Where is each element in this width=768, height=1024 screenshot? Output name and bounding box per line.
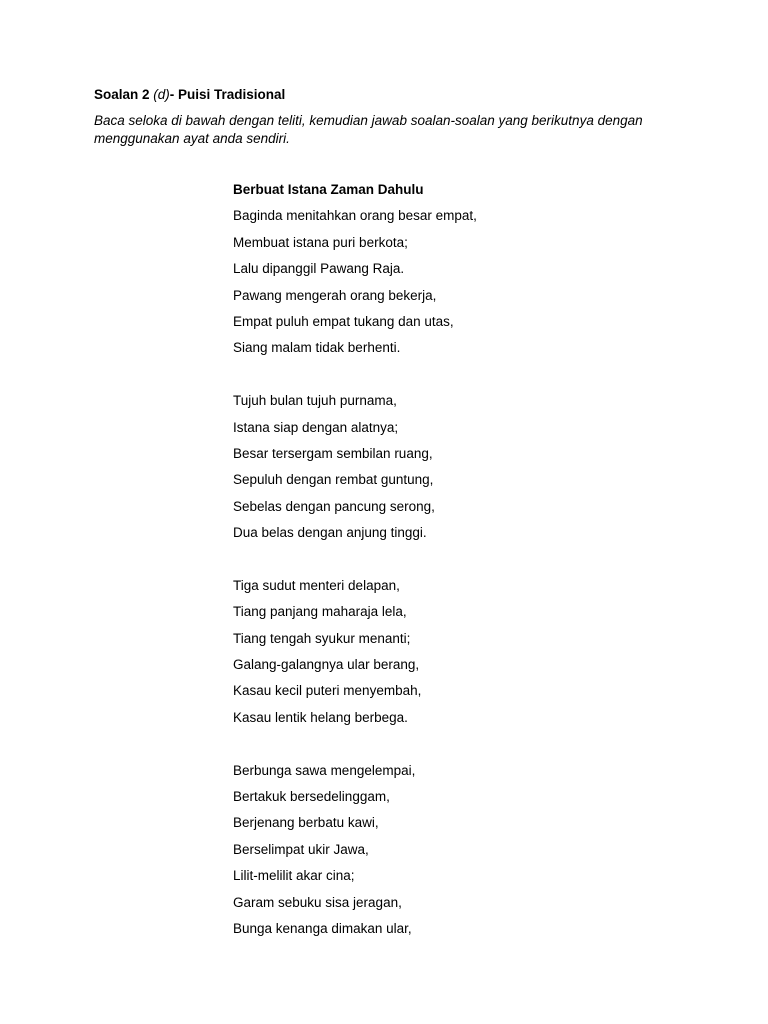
poem-stanza-3 (233, 577, 477, 735)
poem-line: Tujuh bulan tujuh purnama, (233, 393, 397, 409)
instructions-text: Baca seloka di bawah dengan teliti, kemudian jawab soalan-soalan yang berikutnya dengan menggunakan ayat anda sendiri. (94, 113, 643, 146)
poem-stanza-2 (233, 392, 477, 550)
heading-suffix: - Puisi Tradisional (169, 87, 286, 102)
question-heading (94, 87, 285, 102)
poem-line: Tiga sudut menteri delapan, (233, 577, 400, 593)
poem-line: Berjenang berbatu kawi, (233, 815, 379, 831)
poem-line: Lalu dipanggil Pawang Raja. (233, 261, 405, 277)
poem-line: Kasau lentik helang berbega. (233, 709, 408, 725)
poem-line: Bertakuk bersedelinggam, (233, 788, 390, 804)
poem-stanza-4 (233, 762, 477, 947)
poem-line: Berselimpat ukir Jawa, (233, 841, 369, 857)
poem-line: Siang malam tidak berhenti. (233, 340, 401, 356)
poem (233, 181, 477, 946)
poem-line: Dua belas dengan anjung tinggi. (233, 525, 427, 541)
poem-line: Sepuluh dengan rembat guntung, (233, 472, 434, 488)
poem-line: Pawang mengerah orang bekerja, (233, 287, 437, 303)
poem-line: Empat puluh empat tukang dan utas, (233, 313, 454, 329)
poem-title: Berbuat Istana Zaman Dahulu (233, 182, 424, 197)
poem-line: Berbunga sawa mengelempai, (233, 762, 416, 778)
poem-line: Besar tersergam sembilan ruang, (233, 445, 433, 461)
poem-line: Sebelas dengan pancung serong, (233, 498, 435, 514)
poem-line: Bunga kenanga dimakan ular, (233, 920, 412, 936)
poem-line: Baginda menitahkan orang besar empat, (233, 208, 477, 224)
poem-line: Garam sebuku sisa jeragan, (233, 894, 402, 910)
poem-line: Tiang panjang maharaja lela, (233, 604, 407, 620)
poem-line: Membuat istana puri berkota; (233, 234, 408, 250)
heading-subpart: (d) (153, 87, 170, 102)
poem-line: Kasau kecil puteri menyembah, (233, 683, 422, 699)
poem-line: Istana siap dengan alatnya; (233, 419, 399, 435)
poem-line: Galang-galangnya ular berang, (233, 657, 420, 673)
poem-line: Tiang tengah syukur menanti; (233, 630, 411, 646)
poem-line: Lilit-melilit akar cina; (233, 868, 355, 884)
poem-stanza-1 (233, 207, 477, 365)
heading-prefix: Soalan 2 (94, 87, 154, 102)
